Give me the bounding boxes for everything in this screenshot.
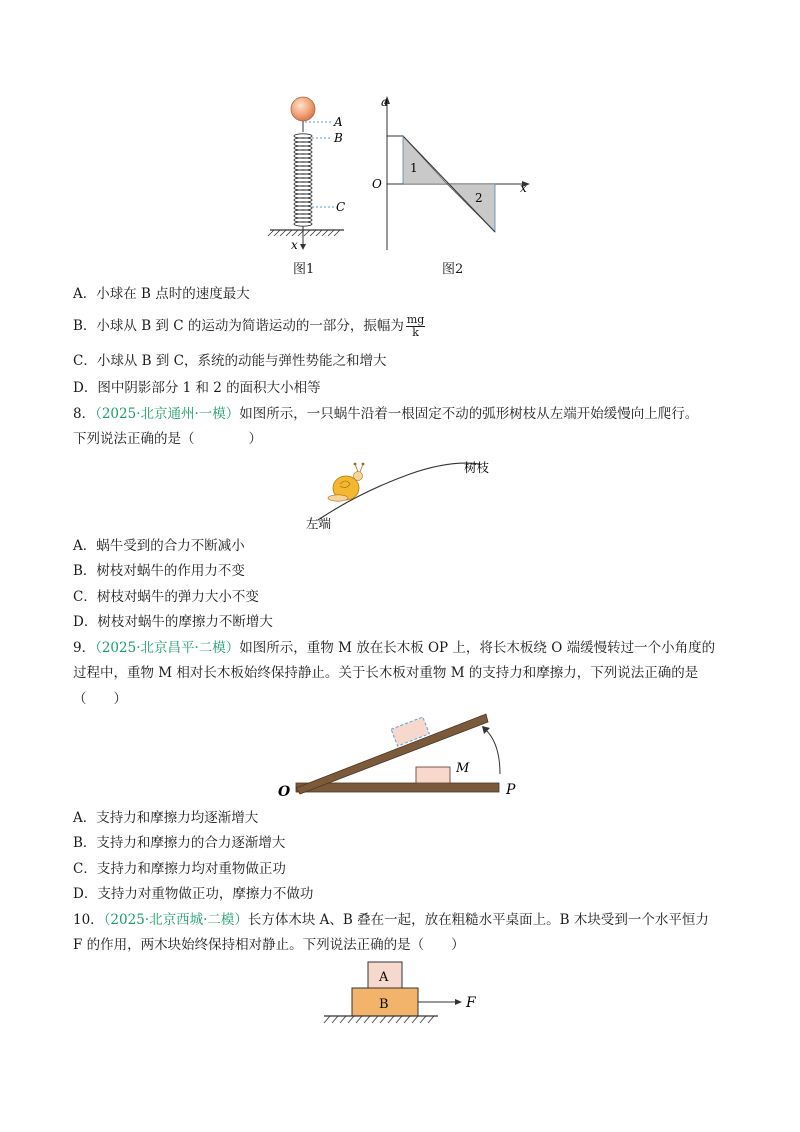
q7-option-d: D．图中阴影部分 1 和 2 的面积大小相等 <box>73 380 321 396</box>
q9-stem-line-2: 过程中，重物 M 相对长木板始终保持静止。关于长木板对重物 M 的支持力和摩擦力，下列说法正确的是 <box>73 665 699 681</box>
fraction-denominator: k <box>412 326 419 339</box>
figure-stacked-blocks <box>318 956 488 1030</box>
q9-option-c: C．支持力和摩擦力均对重物做正功 <box>73 861 286 877</box>
horizontal-board <box>296 783 499 792</box>
rotation-arrow <box>486 730 500 774</box>
q8-stem-line-2: 下列说法正确的是（ ） <box>73 431 262 447</box>
q8-option-b: B．树枝对蜗牛的作用力不变 <box>73 563 245 579</box>
figure-rotating-board <box>274 708 534 804</box>
amplitude-fraction <box>406 314 425 339</box>
q9-option-d: D．支持力对重物做正功，摩擦力不做功 <box>73 886 314 902</box>
q9-stem-text: 如图所示，重物 M 放在长木板 OP 上，将长木板绕 O 端缓慢转过一个小角度的 <box>239 640 716 656</box>
q8-stem-text: 如图所示，一只蜗牛沿着一根固定不动的弧形树枝从左端开始缓慢向上爬行。 <box>239 406 699 422</box>
figure-2-graph <box>368 92 538 254</box>
figure-snail-branch <box>300 452 510 532</box>
q8-option-d: D．树枝对蜗牛的摩擦力不断增大 <box>73 614 273 630</box>
snail-icon <box>328 463 364 502</box>
q8-option-a: A．蜗牛受到的合力不断减小 <box>73 538 245 554</box>
q10-stem-line-2: F 的作用，两木块始终保持相对静止。下列说法正确的是（ ） <box>73 937 465 953</box>
q10-stem-line-1 <box>73 910 709 930</box>
q8-source: （2025·北京通州·一模） <box>95 406 240 422</box>
table-hatch <box>324 1016 434 1023</box>
q10-stem-text: 长方体木块 A、B 叠在一起，放在粗糙水平桌面上。B 木块受到一个水平恒力 <box>247 912 709 928</box>
tilted-board <box>296 714 488 794</box>
area-2-label: 2 <box>475 191 483 205</box>
area-1-label: 1 <box>410 161 418 175</box>
block-a-label: A <box>379 970 389 985</box>
q9-number: 9． <box>73 640 96 656</box>
q9-stem-line-3: （ ） <box>73 691 127 707</box>
q8-number: 8． <box>73 406 96 422</box>
q7-option-a: A．小球在 B 点时的速度最大 <box>73 286 250 302</box>
q9-option-b: B．支持力和摩擦力的合力逐渐增大 <box>73 835 286 851</box>
label-x: x <box>291 238 298 252</box>
ball <box>291 97 315 121</box>
q10-number: 10． <box>73 912 104 928</box>
origin-label: O <box>372 177 382 191</box>
block-b-label: B <box>379 997 389 1012</box>
figure-2-caption: 图2 <box>442 262 464 277</box>
q7-option-b-text: B．小球从 B 到 C 的运动为简谐运动的一部分，振幅为 <box>73 318 404 334</box>
left-end-label: 左端 <box>306 516 332 531</box>
mass-m-label: M <box>456 761 470 776</box>
point-p-label: P <box>506 782 516 798</box>
branch-label: 树枝 <box>464 460 490 475</box>
axis-x-label: x <box>520 181 527 195</box>
label-a: A <box>334 115 343 129</box>
q7-option-b <box>73 314 427 339</box>
spring-coils <box>294 134 312 226</box>
q9-stem-line-1 <box>73 638 715 658</box>
q8-stem-line-1 <box>73 404 698 424</box>
q8-option-c: C．树枝对蜗牛的弹力大小不变 <box>73 589 259 605</box>
point-o-label: O <box>278 784 291 800</box>
figure-1-caption: 图1 <box>293 262 315 277</box>
q9-option-a: A．支持力和摩擦力均逐渐增大 <box>73 810 259 826</box>
fraction-numerator: mg <box>406 313 425 326</box>
q7-option-c: C．小球从 B 到 C，系统的动能与弹性势能之和增大 <box>73 353 387 369</box>
ground-hatch <box>268 230 340 236</box>
figure-1-spring <box>262 92 362 254</box>
block-m <box>416 767 450 783</box>
label-c: C <box>336 200 346 214</box>
axis-a-label: a <box>381 95 389 109</box>
label-b: B <box>334 131 343 145</box>
q9-source: （2025·北京昌平·二模） <box>95 640 240 656</box>
q10-source: （2025·北京西城·二模） <box>103 912 248 928</box>
force-f-label: F <box>466 995 476 1011</box>
